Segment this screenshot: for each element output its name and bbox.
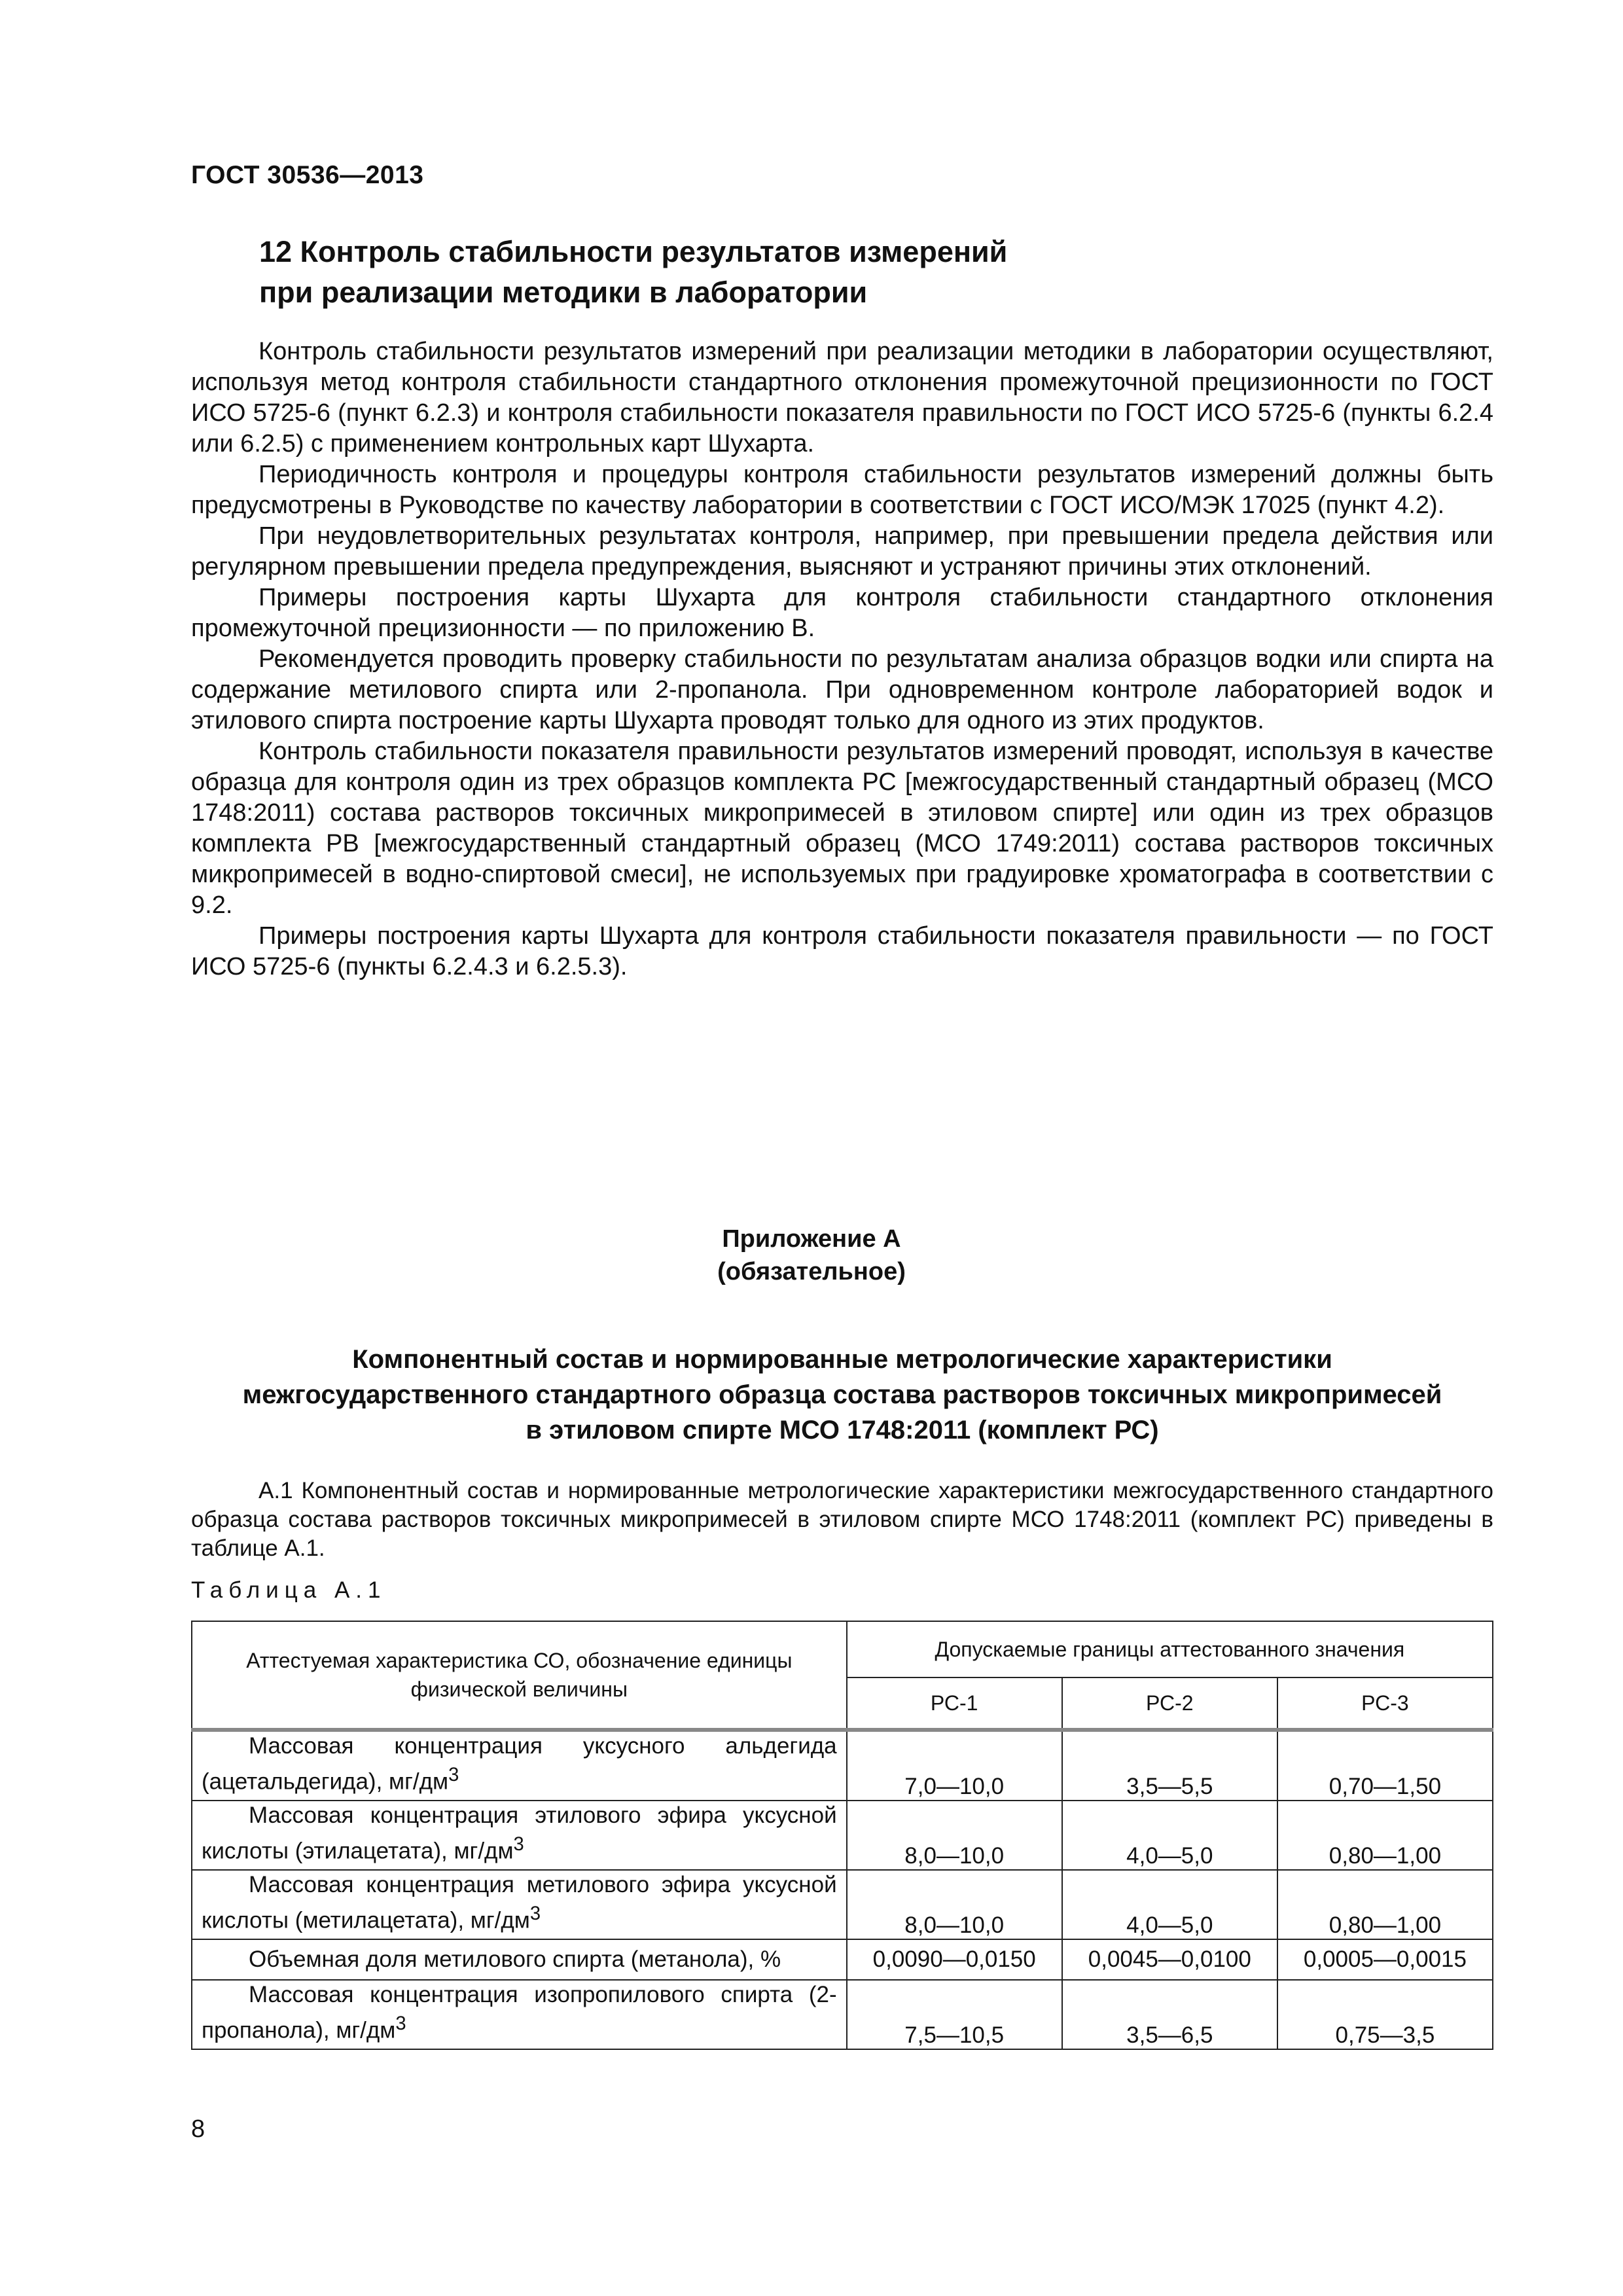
value-cell: 0,0045—0,0100 (1062, 1939, 1277, 1980)
section-title (259, 232, 1503, 313)
header-rc3: РС-3 (1277, 1677, 1493, 1730)
paragraph: Примеры построения карты Шухарта для контроля стабильности стандартного отклонения промежуточной прецизионности — по приложению В. (191, 584, 1493, 642)
characteristic-cell: Массовая концентрация изопропилового спирта (2-пропанола), $мг/дм^3$ (192, 1980, 847, 2049)
paragraph: При неудовлетворительных результатах контроля, например, при превышении предела действия или регулярном превышении предела предупреждения, выясняют и устраняют причины этих отклонений. (191, 522, 1493, 581)
value-cell: 7,5—10,5 (847, 1980, 1062, 2049)
value-cell: 4,0—5,0 (1062, 1870, 1277, 1939)
document-code: ГОСТ 30536—2013 (191, 161, 424, 189)
paragraph: Контроль стабильности показателя правильности результатов измерений проводят, используя в качестве образца для контроля один из трех образцов комплекта РС [межгосударственный стандартный образец (МСО 1748:2011) состава растворов токсичных микропримесей в этиловом спирте] или один из трех образцов комплекта РВ [межгосударственный стандартный образец (МСО 1749:2011) состава растворов токсичных микропримесей в водно-спиртовой смеси], не используемых при градуировке хроматографа в соответствии с 9.2. (191, 738, 1493, 919)
value-cell: 0,0090—0,0150 (847, 1939, 1062, 1980)
value-cell: 7,0—10,0 (847, 1730, 1062, 1801)
appendix-title-line-2: межгосударственного стандартного образца состава растворов токсичных микропримесей (242, 1380, 1442, 1409)
section-body (191, 336, 1493, 982)
table-row (192, 1870, 1493, 1939)
header-characteristic: Аттестуемая характеристика СО, обозначение единицы физической величины (192, 1621, 847, 1730)
paragraph: А.1 Компонентный состав и нормированные метрологические характеристики межгосударственного стандартного образца состава растворов токсичных микропримесей в этиловом спирте МСО 1748:2011 (комплект РС) приведены в таблице А.1. (191, 1478, 1493, 1561)
table-header-row (192, 1621, 1493, 1677)
characteristic-cell: Массовая концентрация метилового эфира уксусной кислоты (метилацетата), $мг/дм^3$ (192, 1870, 847, 1939)
appendix-title-line-3: в этиловом спирте МСО 1748:2011 (комплект РС) (526, 1416, 1159, 1444)
table-row (192, 1730, 1493, 1801)
page-number: 8 (191, 2115, 205, 2143)
header-rc2: РС-2 (1062, 1677, 1277, 1730)
value-cell: 0,80—1,00 (1277, 1870, 1493, 1939)
value-cell: 8,0—10,0 (847, 1870, 1062, 1939)
section-title-line-2: при реализации методики в лаборатории (259, 276, 868, 309)
paragraph: Рекомендуется проводить проверку стабильности по результатам анализа образцов водки или спирта на содержание метилового спирта или 2-пропанола. При одновременном контроле лабораторией водок и этилового спирта построение карты Шухарта проводят только для одного из этих продуктов. (191, 645, 1493, 734)
value-cell: 3,5—5,5 (1062, 1730, 1277, 1801)
characteristic-cell: Массовая концентрация этилового эфира уксусной кислоты (этилацетата), $мг/дм^3$ (192, 1801, 847, 1870)
header-limits: Допускаемые границы аттестованного значения (847, 1621, 1493, 1677)
characteristic-cell: Объемная доля метилового спирта (метанола), % (192, 1939, 847, 1980)
paragraph: Контроль стабильности результатов измерений при реализации методики в лаборатории осуществляют, используя метод контроля стабильности стандартного отклонения промежуточной прецизионности по ГОСТ ИСО 5725-6 (пункт 6.2.3) и контроля стабильности показателя правильности по ГОСТ ИСО 5725-6 (пункты 6.2.4 или 6.2.5) с применением контрольных карт Шухарта. (191, 338, 1493, 457)
value-cell: 4,0—5,0 (1062, 1801, 1277, 1870)
paragraph: Периодичность контроля и процедуры контроля стабильности результатов измерений должны быть предусмотрены в Руководстве по качеству лаборатории в соответствии с ГОСТ ИСО/МЭК 17025 (пункт 4.2). (191, 461, 1493, 519)
paragraph: Примеры построения карты Шухарта для контроля стабильности показателя правильности — по ГОСТ ИСО 5725-6 (пункты 6.2.4.3 и 6.2.5.3). (191, 922, 1493, 980)
value-cell: 3,5—6,5 (1062, 1980, 1277, 2049)
value-cell: 0,70—1,50 (1277, 1730, 1493, 1801)
appendix-title (191, 1342, 1493, 1448)
appendix-title-line-1: Компонентный состав и нормированные метрологические характеристики (352, 1345, 1332, 1374)
section-title-line-1: 12 Контроль стабильности результатов измерений (259, 235, 1008, 268)
value-cell: 0,0005—0,0015 (1277, 1939, 1493, 1980)
appendix-label: Приложение А (722, 1225, 901, 1253)
appendix-a1-text (191, 1477, 1493, 1563)
value-cell: 8,0—10,0 (847, 1801, 1062, 1870)
value-cell: 0,80—1,00 (1277, 1801, 1493, 1870)
table-row (192, 1939, 1493, 1980)
characteristics-table (191, 1621, 1493, 2050)
table-row (192, 1801, 1493, 1870)
characteristic-cell: Массовая концентрация уксусного альдегида (ацетальдегида), $мг/дм^3$ (192, 1730, 847, 1801)
header-rc1: РС-1 (847, 1677, 1062, 1730)
appendix-status: (обязательное) (717, 1258, 906, 1285)
value-cell: 0,75—3,5 (1277, 1980, 1493, 2049)
table-row (192, 1980, 1493, 2049)
table-caption: Таблица А.1 (191, 1577, 387, 1603)
